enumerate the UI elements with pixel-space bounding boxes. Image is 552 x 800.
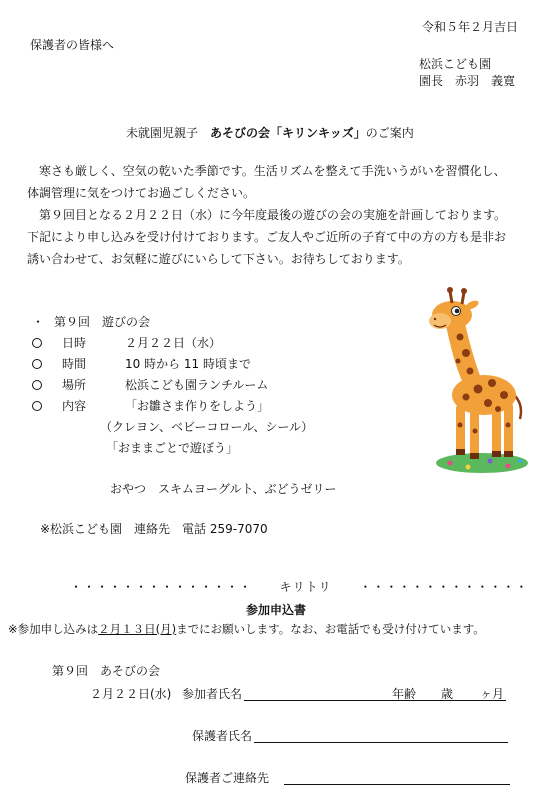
event-row-place [32,376,268,393]
row-value: 松浜こども園ランチルーム [125,378,269,392]
circle-bullet-icon [32,380,42,390]
notice-post: までにお願いします。なお、お電話でも受け付けています。 [176,622,485,636]
cut-dots: ・・・・・・・・・・・・・ [359,580,529,594]
content-extra: 「おままごとで遊ぼう」 [106,441,239,455]
age-months-unit: ヶ月 [480,687,505,701]
guardian-label: 保護者氏名 [192,729,253,743]
recipient: 保護者の皆様へ [30,38,115,52]
sender-org: 松浜こども園 [419,57,492,71]
heading-bullet: ・ [32,315,45,329]
cut-line [70,578,528,595]
age-years-unit: 歳 [441,687,454,701]
document-date: 令和５年２月吉日 [422,20,519,34]
circle-bullet-icon [32,401,42,411]
deadline-notice [8,621,485,637]
guardian-contact-label: 保護者ご連絡先 [185,771,270,785]
form-title: 参加申込書 [246,603,307,617]
body-text [27,160,532,270]
event-row-time [32,355,251,372]
body-line: 下記により申し込みを受け付けております。ご友人やご近所の子育て中の方の方も是非お [27,230,507,244]
form-session: 第９回 あそびの会 [52,664,161,678]
row-label: 日時 [62,336,87,350]
event-heading [32,313,150,330]
title-main: あそびの会「キリンキッズ」 [210,126,366,140]
title-prefix: 未就園児親子 [126,126,211,140]
body-line: 体調管理に気をつけてお過ごしください。 [27,186,256,200]
snack-info: おやつ スキムヨーグルト、ぶどうゼリー [110,482,337,496]
row-value: 「お雛さま作りをしよう」 [125,399,270,413]
circle-bullet-icon [32,338,42,348]
participant-label: 参加者氏名 [182,687,243,701]
notice-pre: ※参加申し込みは [8,622,99,636]
form-date: ２月２２日(水) [90,687,172,701]
sender-head: 園長 赤羽 義寛 [419,74,516,88]
row-label: 場所 [62,378,87,392]
row-label: 時間 [62,357,87,371]
row-value: 10 時から 11 時頃まで [125,357,251,371]
row-label: 内容 [62,399,87,413]
guardian-contact-field[interactable] [284,784,510,785]
event-heading-text: 第９回 遊びの会 [54,315,151,329]
event-row-datetime [32,334,221,351]
body-line: 誘い合わせて、お気軽に遊びにいらして下さい。お待ちしております。 [27,252,410,266]
cut-dots: ・・・・・・・・・・・・・・ [70,580,253,594]
giraffe-icon [420,285,535,480]
cut-label: キリトリ [279,580,332,594]
content-extra: （クレヨン、ベビーコロール、シール） [100,420,314,434]
participant-field[interactable] [244,700,506,701]
title-suffix: のご案内 [365,126,414,140]
circle-bullet-icon [32,359,42,369]
row-value: ２月２２日（水） [125,336,222,350]
age-label: 年齢 [392,687,417,701]
page-title [126,124,414,141]
guardian-name-field[interactable] [254,742,508,743]
body-line: 寒さも厳しく、空気の乾いた季節です。生活リズムを整えて手洗いうがいを習慣化し、 [27,164,506,178]
event-row-content [32,397,269,414]
notice-date: ２月１３日(月) [98,622,177,636]
contact-info: ※松浜こども園 連絡先 電話 259-7070 [40,522,268,536]
body-line: 第９回目となる２月２２日（水）に今年度最後の遊びの会の実施を計画しております。 [27,208,507,222]
